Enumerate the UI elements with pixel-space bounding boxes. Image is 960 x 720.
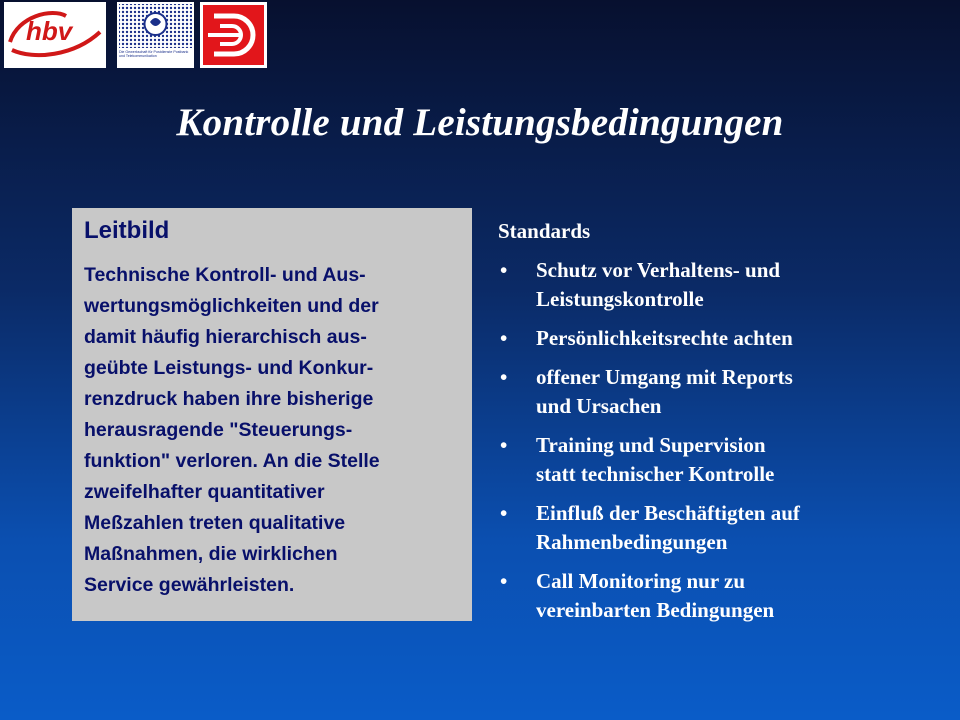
hbv-logo-graphic [4,2,106,68]
standards-item-text: Einfluß der Beschäftigten auf Rahmenbedingungen [536,501,800,554]
standards-item [498,363,938,421]
standards-section [498,216,938,635]
bullet-icon: • [500,501,508,525]
dpg-logo-graphic [117,2,194,68]
standards-item-text: Call Monitoring nur zu vereinbarten Bedingungen [536,569,775,622]
leitbild-heading: Leitbild [84,217,170,244]
standards-item [498,499,938,557]
standards-heading: Standards [498,219,591,243]
bullet-icon: • [500,569,508,593]
dag-logo [200,2,267,68]
bullet-icon: • [500,326,508,350]
slide-title: Kontrolle und Leistungsbedingungen [176,101,784,144]
bullet-icon: • [500,433,508,457]
standards-item [498,567,938,625]
dpg-logo [117,2,194,68]
standards-item-text: Schutz vor Verhaltens- und Leistungskontrolle [536,258,781,311]
dag-logo-graphic [200,2,267,68]
bullet-icon: • [500,365,508,389]
leitbild-text: Technische Kontroll- und Aus- wertungsmöglichkeiten und der damit häufig hierarchisch aus- geübte Leistungs- und Konkur- renzdruck haben ihre bisherige herausragende "Steuerungs- funktion" verloren. An die Stelle zweifelhafter quantitativer Meßzahlen treten qualitative Maßnahmen, die wirklichen Service gewährleisten. [84,264,380,596]
standards-item [498,431,938,489]
standards-item-text: Training und Supervision statt technischer Kontrolle [536,433,775,486]
standards-item [498,324,938,353]
dpg-logo-caption: Die Gewerkschaft für Postdienste Postbank und Telekommunikation [119,50,189,59]
hbv-logo-text: hbv [26,16,73,46]
leitbild-box [72,208,472,621]
standards-item [498,256,938,314]
bullet-icon: • [500,258,508,282]
standards-item-text: offener Umgang mit Reports und Ursachen [536,365,793,418]
hbv-logo [4,2,106,68]
standards-item-text: Persönlichkeitsrechte achten [536,326,793,350]
standards-list [498,256,938,625]
